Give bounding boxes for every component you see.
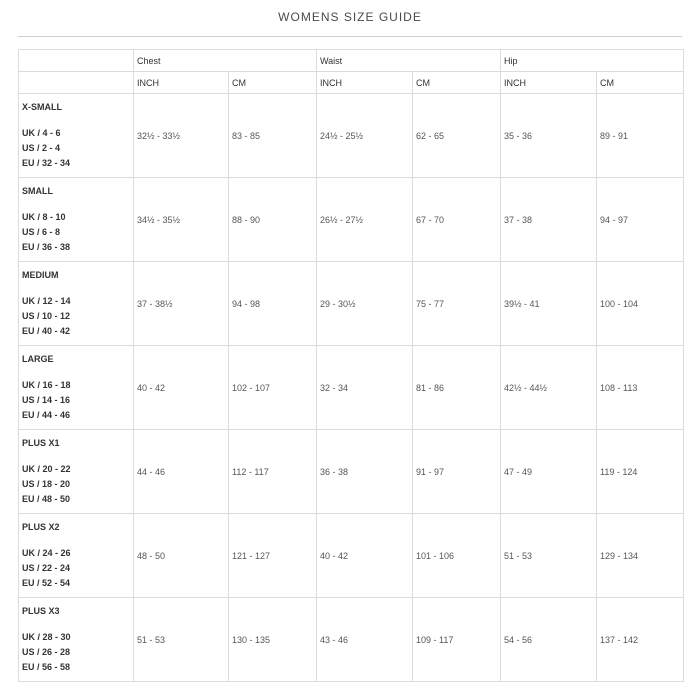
chest-cm-cell: 121 - 127 <box>229 514 317 598</box>
hip-inch-cell: 39½ - 41 <box>501 262 597 346</box>
chest-inch-cell: 51 - 53 <box>134 598 229 682</box>
chest-inch-cell: 44 - 46 <box>134 430 229 514</box>
size-conversions <box>22 462 133 507</box>
page-title: WOMENS SIZE GUIDE <box>278 10 422 24</box>
size-us: US / 18 - 20 <box>22 478 71 489</box>
waist-cm-cell: 62 - 65 <box>413 94 501 178</box>
group-header-hip: Hip <box>501 50 684 72</box>
chest-inch-cell: 48 - 50 <box>134 514 229 598</box>
waist-inch-cell: 26½ - 27½ <box>317 178 413 262</box>
chest-cm-cell: 88 - 90 <box>229 178 317 262</box>
hip-inch-cell: 37 - 38 <box>501 178 597 262</box>
hip-cm-cell: 119 - 124 <box>597 430 684 514</box>
table-row <box>19 346 684 430</box>
unit-header-waist-cm: CM <box>413 72 501 94</box>
size-conversions <box>22 546 133 591</box>
size-name: LARGE <box>22 353 54 364</box>
chest-cm-cell: 83 - 85 <box>229 94 317 178</box>
size-us: US / 6 - 8 <box>22 226 61 237</box>
size-name: SMALL <box>22 185 53 196</box>
size-conversions <box>22 126 133 171</box>
waist-inch-cell: 32 - 34 <box>317 346 413 430</box>
hip-cm-cell: 137 - 142 <box>597 598 684 682</box>
size-us: US / 14 - 16 <box>22 394 71 405</box>
hip-cm-cell: 94 - 97 <box>597 178 684 262</box>
size-uk: UK / 12 - 14 <box>22 295 71 306</box>
header-corner-cell <box>19 72 134 94</box>
waist-cm-cell: 109 - 117 <box>413 598 501 682</box>
chest-cm-cell: 94 - 98 <box>229 262 317 346</box>
size-name: MEDIUM <box>22 269 59 280</box>
size-cell <box>19 514 134 598</box>
chest-cm-cell: 130 - 135 <box>229 598 317 682</box>
chest-inch-cell: 37 - 38½ <box>134 262 229 346</box>
unit-header-hip-inch: INCH <box>501 72 597 94</box>
table-row <box>19 262 684 346</box>
size-cell <box>19 94 134 178</box>
table-row <box>19 178 684 262</box>
header-group-row <box>19 50 684 72</box>
chest-inch-cell: 34½ - 35½ <box>134 178 229 262</box>
size-conversions <box>22 378 133 423</box>
size-rows <box>19 94 684 682</box>
size-eu: EU / 40 - 42 <box>22 325 71 336</box>
size-uk: UK / 20 - 22 <box>22 463 71 474</box>
hip-cm-cell: 108 - 113 <box>597 346 684 430</box>
size-cell <box>19 598 134 682</box>
waist-cm-cell: 67 - 70 <box>413 178 501 262</box>
size-eu: EU / 32 - 34 <box>22 157 71 168</box>
size-cell <box>19 346 134 430</box>
unit-header-chest-inch: INCH <box>134 72 229 94</box>
waist-inch-cell: 36 - 38 <box>317 430 413 514</box>
size-us: US / 22 - 24 <box>22 562 71 573</box>
size-cell <box>19 178 134 262</box>
table-row <box>19 514 684 598</box>
hip-inch-cell: 47 - 49 <box>501 430 597 514</box>
hip-inch-cell: 42½ - 44½ <box>501 346 597 430</box>
waist-inch-cell: 29 - 30½ <box>317 262 413 346</box>
waist-cm-cell: 81 - 86 <box>413 346 501 430</box>
table-row <box>19 430 684 514</box>
unit-header-waist-inch: INCH <box>317 72 413 94</box>
waist-inch-cell: 24½ - 25½ <box>317 94 413 178</box>
size-name: X-SMALL <box>22 101 62 112</box>
unit-header-chest-cm: CM <box>229 72 317 94</box>
table-row <box>19 598 684 682</box>
hip-inch-cell: 35 - 36 <box>501 94 597 178</box>
size-eu: EU / 48 - 50 <box>22 493 71 504</box>
waist-cm-cell: 75 - 77 <box>413 262 501 346</box>
size-us: US / 2 - 4 <box>22 142 61 153</box>
chest-inch-cell: 40 - 42 <box>134 346 229 430</box>
size-us: US / 26 - 28 <box>22 646 71 657</box>
hip-cm-cell: 89 - 91 <box>597 94 684 178</box>
chest-inch-cell: 32½ - 33½ <box>134 94 229 178</box>
table-row <box>19 94 684 178</box>
size-conversions <box>22 630 133 675</box>
size-uk: UK / 16 - 18 <box>22 379 71 390</box>
size-eu: EU / 52 - 54 <box>22 577 71 588</box>
group-header-chest: Chest <box>134 50 317 72</box>
header-unit-row <box>19 72 684 94</box>
title-divider <box>18 36 682 37</box>
size-eu: EU / 44 - 46 <box>22 409 71 420</box>
size-eu: EU / 36 - 38 <box>22 241 71 252</box>
size-guide-table <box>18 49 684 682</box>
waist-inch-cell: 43 - 46 <box>317 598 413 682</box>
size-conversions <box>22 294 133 339</box>
size-conversions <box>22 210 133 255</box>
size-us: US / 10 - 12 <box>22 310 71 321</box>
chest-cm-cell: 112 - 117 <box>229 430 317 514</box>
size-uk: UK / 24 - 26 <box>22 547 71 558</box>
hip-inch-cell: 54 - 56 <box>501 598 597 682</box>
size-uk: UK / 8 - 10 <box>22 211 66 222</box>
size-name: PLUS X3 <box>22 605 60 616</box>
waist-inch-cell: 40 - 42 <box>317 514 413 598</box>
size-uk: UK / 28 - 30 <box>22 631 71 642</box>
hip-cm-cell: 129 - 134 <box>597 514 684 598</box>
waist-cm-cell: 101 - 106 <box>413 514 501 598</box>
unit-header-hip-cm: CM <box>597 72 684 94</box>
group-header-waist: Waist <box>317 50 501 72</box>
size-cell <box>19 262 134 346</box>
hip-cm-cell: 100 - 104 <box>597 262 684 346</box>
size-name: PLUS X1 <box>22 437 60 448</box>
header-corner-cell <box>19 50 134 72</box>
size-name: PLUS X2 <box>22 521 60 532</box>
size-uk: UK / 4 - 6 <box>22 127 61 138</box>
chest-cm-cell: 102 - 107 <box>229 346 317 430</box>
size-cell <box>19 430 134 514</box>
waist-cm-cell: 91 - 97 <box>413 430 501 514</box>
size-eu: EU / 56 - 58 <box>22 661 71 672</box>
hip-inch-cell: 51 - 53 <box>501 514 597 598</box>
